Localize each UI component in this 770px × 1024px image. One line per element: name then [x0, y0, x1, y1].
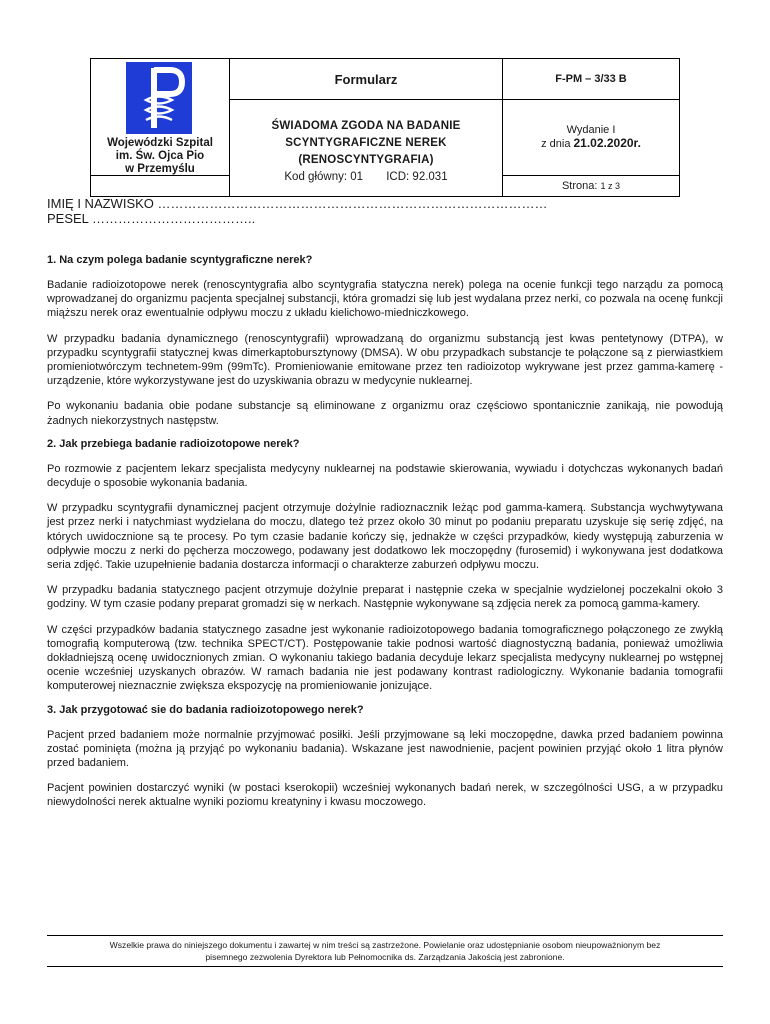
footer-notice	[47, 935, 723, 967]
footer-line-1: Wszelkie prawa do niniejszego dokumentu i zawartej w nim treści są zastrzeżone. Powielanie oraz udostępnianie osobom nieupoważnionym bez	[109, 940, 661, 950]
logo-cell-bottom	[91, 176, 230, 197]
kod-glowny: Kod główny: 01	[284, 170, 364, 183]
edition-date-prefix: z dnia	[541, 138, 571, 150]
edition-date-line	[503, 137, 679, 151]
section-3-heading: 3. Jak przygotować sie do badania radioizotopowego nerek?	[47, 703, 364, 716]
section-1-paragraph-3: Po wykonaniu badania obie podane substancje są eliminowane z organizmu oraz częściowo spontanicznie zanikają, nie powodują żadnych niekorzystnych następstw.	[47, 400, 723, 427]
hospital-name-line-2: im. Św. Ojca Pio	[115, 150, 205, 162]
document-title-line-2: SCYNTYGRAFICZNE NEREK	[285, 136, 447, 149]
section-1-paragraph-2: W przypadku badania dynamicznego (renoscyntygrafii) wprowadzaną do organizmu substancją jest kwas pentetynowy (DTPA), w przypadku scyntygrafii statycznej kwas dimerkaptobursztynowy (DMSA). W obu przypadkach substancje te połączone są z pierwiastkiem promieniotwórczym technetem-99m (99mTc). Promieniowanie emitowane przez ten radioizotop wykrywane jest przez gamma-kamerę - urządzenie, które wykorzystywane jest do uzyskiwania obrazu w medycynie nuklearnej.	[47, 332, 723, 388]
form-label: Formularz	[230, 59, 503, 100]
page-value: 1 z 3	[600, 181, 621, 191]
section-2-heading: 2. Jak przebiega badanie radioizotopowe nerek?	[47, 437, 300, 450]
edition-label: Wydanie I	[566, 124, 616, 136]
section-1-heading: 1. Na czym polega badanie scyntygraficzne nerek?	[47, 254, 313, 266]
form-code: F-PM – 3/33 B	[503, 59, 680, 100]
section-3-paragraph-2: Pacjent powinien dostarczyć wyniki (w postaci kserokopii) wcześniej wykonanych badań nerek, w szczególności USG, a w przypadku niewydolności nerek aktualne wyniki poziomu kreatyniny i kwasu moczowego.	[47, 782, 723, 809]
pesel-field-line: PESEL ………………………………..	[47, 211, 256, 226]
hospital-name-line-3: w Przemyślu	[125, 163, 195, 175]
document-header	[90, 58, 680, 197]
section-3-paragraph-1: Pacjent przed badaniem może normalnie przyjmować posiłki. Jeśli przyjmowane są leki moczopędne, dawka przed badaniem powinna zostać pominięta (można ją przyjąć po wykonaniu badania). Wskazane jest nawodnienie, pacjent powinien przyjąć około 1 litra płynów przed badaniem.	[47, 728, 723, 770]
hospital-logo-cell	[91, 59, 230, 176]
footer-line-2: pisemnego zezwolenia Dyrektora lub Pełnomocnika ds. Zarządzania Jakością jest zabronione.	[205, 952, 565, 962]
page-number	[503, 176, 680, 197]
document-title-cell	[230, 100, 503, 197]
section-2-paragraph-4: W części przypadków badania statycznego zasadne jest wykonanie radioizotopowego badania tomograficznego połączonego ze zwykłą tomografią komputerową (tzw. technika SPECT/CT). Postępowanie takie podnosi wartość diagnostyczną badania, ponieważ umożliwia dokładniejszą ocenę uwidocznionych zmian. O wykonaniu takiego badania decyduje lekarz specjalista medycyny nuklearnej po wstępnej ocenie wcześniej uzyskanych obrazów. W ramach badania nie jest podawany kontrast radiologiczny. Wykonanie badania tomografii komputerowej nieznacznie zwiększa ekspozycję na promieniowanie jonizujące.	[47, 623, 723, 693]
section-2-paragraph-3: W przypadku badania statycznego pacjent otrzymuje dożylnie preparat i następnie czeka w specjalnie wydzielonej poczekalni około 3 godziny. W tym czasie podany preparat gromadzi się w nerkach. Następnie wykonywane są zdjęcia nerek za pomocą gamma-kamery.	[47, 584, 723, 611]
hospital-name-line-1: Wojewódzki Szpital	[107, 137, 213, 149]
edition-cell	[503, 100, 680, 176]
section-2-paragraph-2: W przypadku scyntygrafii dynamicznej pacjent otrzymuje dożylnie radioznacznik leżąc pod gamma-kamerą. Substancja wychwytywana jest przez nerki i natychmiast wydzielana do moczu, dlatego też przez około 30 minut po podaniu preparatu uzyskuje się serię zdjęć, na których uwidocznione są te procesy. Po tym czasie badanie kończy się, jednakże w części przypadków, kiedy występują zaburzenia w odpływie moczu z nerki do pęcherza moczowego, podawany jest dodatkowo lek moczopędny (furosemid) i wykonywana jest dodatkowa seria zdjęć. Takie uzupełnienie badania dostarcza informacji o charakterze zaburzeń odpływu moczu.	[47, 502, 723, 572]
name-field-line: IMIĘ I NAZWISKO ………………………………………………………………………………	[47, 196, 548, 211]
hospital-name	[91, 137, 229, 176]
document-title-line-1: ŚWIADOMA ZGODA NA BADANIE	[271, 119, 461, 132]
hospital-logo-icon	[126, 62, 192, 134]
icd-code: ICD: 92.031	[386, 170, 448, 183]
document-title-line-3: (RENOSCYNTYGRAFIA)	[298, 153, 434, 166]
section-1-paragraph-1: Badanie radioizotopowe nerek (renoscyntygrafia albo scyntygrafia statyczna nerek) polega na ocenie funkcji tego narządu za pomocą wprowadzanej do organizmu pacjenta specjalnej substancji, która gromadzi się lub jest wydalana przez nerki, co pozwala na ocenę funkcji miąższu nerek oraz ewentualnie odpływu moczu z układu kielichowo-miedniczkowego.	[47, 279, 723, 320]
section-2-paragraph-1: Po rozmowie z pacjentem lekarz specjalista medycyny nuklearnej na podstawie skierowania, wywiadu i dotychczas wykonanych badań decyduje o sposobie wykonania badania.	[47, 462, 723, 490]
document-title	[230, 110, 502, 169]
page-label: Strona:	[561, 180, 598, 192]
document-body	[47, 196, 723, 810]
codes-line	[230, 171, 502, 183]
edition-date: 21.02.2020r.	[573, 136, 641, 150]
